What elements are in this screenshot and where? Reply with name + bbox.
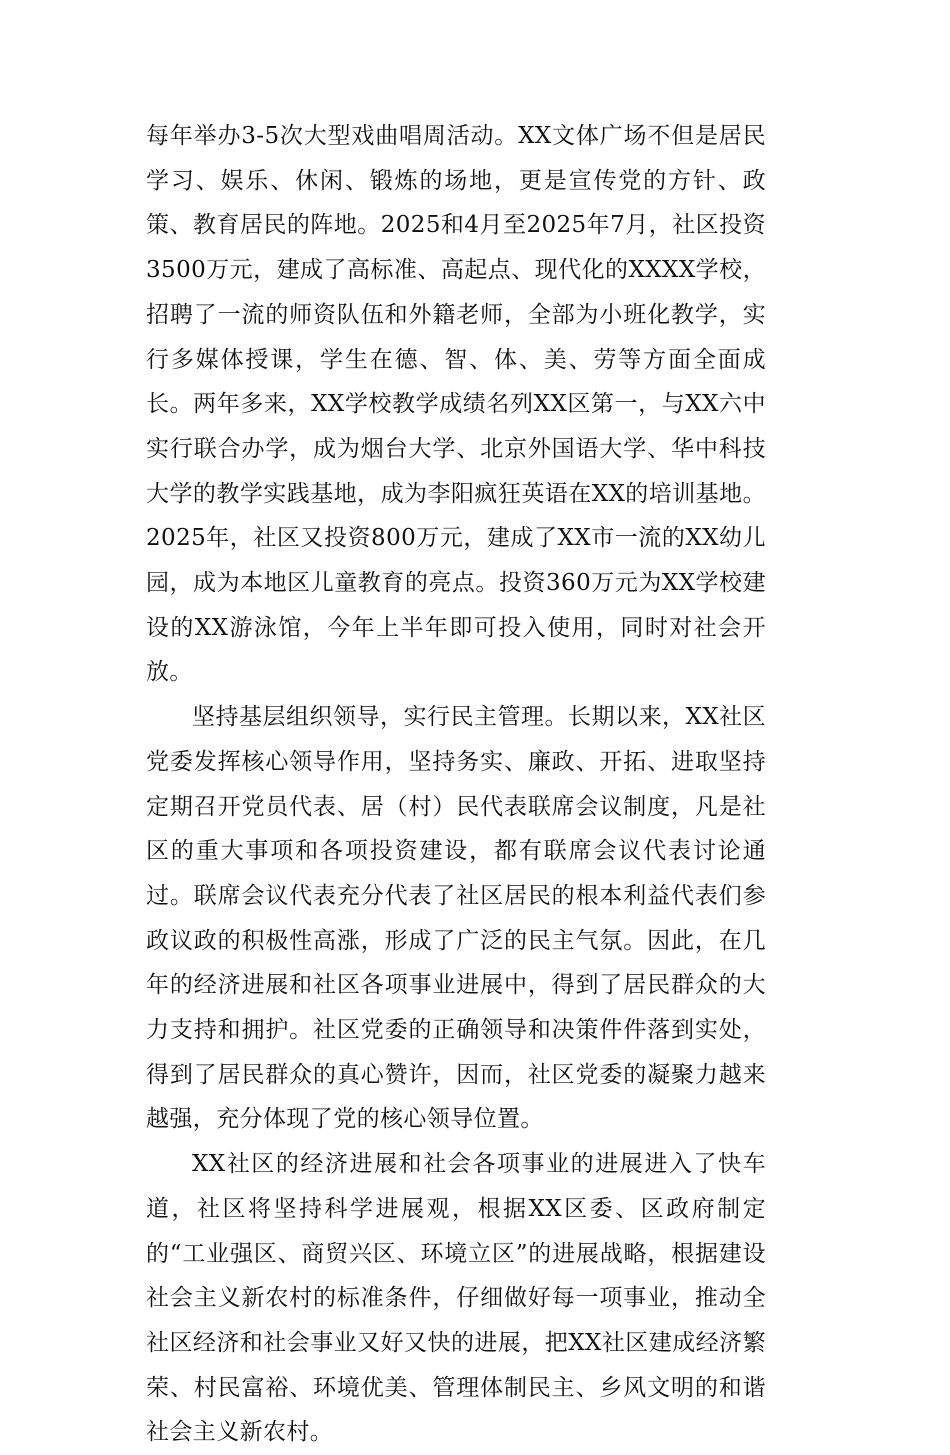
paragraph-2: 坚持基层组织领导，实行民主管理。长期以来，XX社区党委发挥核心领导作用，坚持务实、廉政、开拓、进取坚持定期召开党员代表、居（村）民代表联席会议制度，凡是社区的重大事项和各项投资建设，都有联席会议代表讨论通过。联席会议代表充分代表了社区居民的根本利益代表们参政议政的积极性高涨，形成了广泛的民主气氛。因此，在几年的经济进展和社区各项事业进展中，得到了居民群众的大力支持和拥护。社区党委的正确领导和决策件件落到实处，得到了居民群众的真心赞许，因而，社区党委的凝聚力越来越强，充分体现了党的核心领导位置。 [146, 704, 766, 1133]
paragraph-1: 每年举办3-5次大型戏曲唱周活动。XX文体广场不但是居民学习、娱乐、休闲、锻炼的场地，更是宣传党的方针、政策、教育居民的阵地。2025和4月至2025年7月，社区投资3500万元，建成了高标准、高起点、现代化的XXXX学校，招聘了一流的师资队伍和外籍老师，全部为小班化教学，实行多媒体授课，学生在德、智、体、美、劳等方面全面成长。两年多来，XX学校教学成绩名列XX区第一，与XX六中实行联合办学，成为烟台大学、北京外国语大学、华中科技大学的教学实践基地，成为李阳疯狂英语在XX的培训基地。2025年，社区又投资800万元，建成了XX市一流的XX幼儿园，成为本地区儿童教育的亮点。投资360万元为XX学校建设的XX游泳馆，今年上半年即可投入使用，同时对社会开放。 [146, 123, 766, 686]
document-body [146, 114, 766, 1455]
paragraph-3: XX社区的经济进展和社会各项事业的进展进入了快车道，社区将坚持科学进展观，根据XX区委、区政府制定的“工业强区、商贸兴区、环境立区”的进展战略，根据建设社会主义新农村的标准条件，仔细做好每一项事业，推动全社区经济和社会事业又好又快的进展，把XX社区建成经济繁荣、村民富裕、环境优美、管理体制民主、乡风文明的和谐社会主义新农村。 [146, 1151, 766, 1446]
